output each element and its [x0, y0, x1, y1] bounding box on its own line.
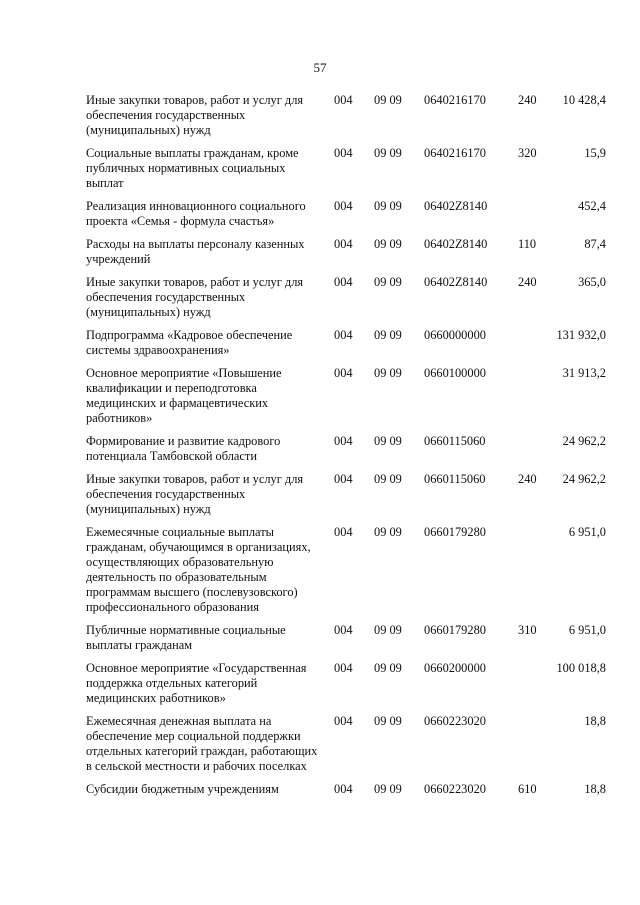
row-name: Иные закупки товаров, работ и услуг для обеспечения государственных (муниципальных) нужд [86, 93, 304, 137]
row-target-code: 0660179280 [424, 525, 486, 539]
row-target-code: 0640216170 [424, 146, 486, 160]
row-name: Иные закупки товаров, работ и услуг для обеспечения государственных (муниципальных) нужд [86, 472, 304, 516]
row-name: Публичные нормативные социальные выплаты гражданам [86, 623, 286, 652]
row-org-code: 004 [334, 328, 353, 342]
row-target-code: 06402Z8140 [424, 237, 488, 251]
row-section-code: 09 09 [374, 782, 402, 796]
table-row [86, 623, 606, 661]
row-target-code: 0660000000 [424, 328, 486, 342]
table-row [86, 199, 606, 237]
row-target-code: 0660115060 [424, 434, 486, 448]
row-expense-type [514, 525, 548, 623]
row-amount: 87,4 [584, 237, 606, 251]
row-section-code: 09 09 [374, 472, 402, 486]
row-name: Социальные выплаты гражданам, кроме публичных нормативных социальных выплат [86, 146, 299, 190]
row-name: Ежемесячные социальные выплаты гражданам, обучающимся в организациях, осуществляющих образовательную деятельность по образовательным программам высшего (послевузовского) профессионального образования [86, 525, 311, 614]
table-row [86, 661, 606, 714]
row-expense-type [514, 714, 548, 782]
row-org-code: 004 [334, 434, 353, 448]
row-amount: 6 951,0 [568, 623, 606, 637]
row-name: Формирование и развитие кадрового потенциала Тамбовской области [86, 434, 281, 463]
row-amount: 6 951,0 [568, 525, 606, 539]
row-org-code: 004 [334, 714, 353, 728]
row-amount: 452,4 [578, 199, 606, 213]
row-section-code: 09 09 [374, 328, 402, 342]
row-amount: 131 932,0 [556, 328, 606, 342]
row-section-code: 09 09 [374, 275, 402, 289]
row-expense-type [514, 199, 548, 237]
row-expense-type: 240 [518, 275, 537, 289]
table-row [86, 328, 606, 366]
row-amount: 365,0 [578, 275, 606, 289]
row-section-code: 09 09 [374, 146, 402, 160]
row-name: Иные закупки товаров, работ и услуг для обеспечения государственных (муниципальных) нужд [86, 275, 304, 319]
row-target-code: 0660100000 [424, 366, 486, 380]
row-expense-type [514, 366, 548, 434]
row-name: Основное мероприятие «Повышение квалификации и переподготовка медицинских и фармацевтических работников» [86, 366, 282, 425]
row-expense-type: 610 [518, 782, 537, 796]
row-target-code: 0660200000 [424, 661, 486, 675]
row-name: Расходы на выплаты персоналу казенных учреждений [86, 237, 305, 266]
row-target-code: 0660179280 [424, 623, 486, 637]
row-name: Субсидии бюджетным учреждениям [86, 782, 279, 796]
table-row [86, 146, 606, 199]
row-expense-type [514, 328, 548, 366]
row-target-code: 0660223020 [424, 782, 486, 796]
row-expense-type: 240 [518, 472, 537, 486]
row-name: Подпрограмма «Кадровое обеспечение системы здравоохранения» [86, 328, 293, 357]
table-row [86, 782, 606, 805]
budget-table [86, 93, 606, 805]
row-org-code: 004 [334, 199, 353, 213]
row-section-code: 09 09 [374, 366, 402, 380]
row-org-code: 004 [334, 146, 353, 160]
row-target-code: 06402Z8140 [424, 199, 488, 213]
row-section-code: 09 09 [374, 661, 402, 675]
row-target-code: 0640216170 [424, 93, 486, 107]
row-org-code: 004 [334, 472, 353, 486]
row-section-code: 09 09 [374, 714, 402, 728]
row-section-code: 09 09 [374, 623, 402, 637]
row-name: Ежемесячная денежная выплата на обеспечение мер социальной поддержки отдельных категорий граждан, работающих в сельской местности и рабочих поселках [86, 714, 318, 773]
row-amount: 24 962,2 [562, 472, 606, 486]
row-amount: 31 913,2 [562, 366, 606, 380]
row-section-code: 09 09 [374, 434, 402, 448]
row-org-code: 004 [334, 93, 353, 107]
row-name: Основное мероприятие «Государственная поддержка отдельных категорий медицинских работников» [86, 661, 307, 705]
row-target-code: 0660115060 [424, 472, 486, 486]
table-row [86, 93, 606, 146]
row-org-code: 004 [334, 525, 353, 539]
row-org-code: 004 [334, 366, 353, 380]
table-row [86, 472, 606, 525]
row-amount: 15,9 [584, 146, 606, 160]
row-expense-type: 240 [518, 93, 537, 107]
table-row [86, 434, 606, 472]
row-name: Реализация инновационного социального проекта «Семья - формула счастья» [86, 199, 306, 228]
row-expense-type: 320 [518, 146, 537, 160]
row-amount: 18,8 [584, 714, 606, 728]
table-row [86, 366, 606, 434]
row-org-code: 004 [334, 782, 353, 796]
table-row [86, 275, 606, 328]
table-row [86, 237, 606, 275]
row-org-code: 004 [334, 661, 353, 675]
row-section-code: 09 09 [374, 93, 402, 107]
row-amount: 18,8 [584, 782, 606, 796]
row-expense-type: 110 [518, 237, 537, 251]
row-target-code: 0660223020 [424, 714, 486, 728]
row-amount: 24 962,2 [562, 434, 606, 448]
row-section-code: 09 09 [374, 199, 402, 213]
row-org-code: 004 [334, 237, 353, 251]
table-row [86, 714, 606, 782]
row-expense-type [514, 661, 548, 714]
row-section-code: 09 09 [374, 525, 402, 539]
row-target-code: 06402Z8140 [424, 275, 488, 289]
page-number: 57 [313, 60, 327, 75]
row-org-code: 004 [334, 275, 353, 289]
row-amount: 10 428,4 [562, 93, 606, 107]
row-expense-type [514, 434, 548, 472]
row-expense-type: 310 [518, 623, 537, 637]
table-row [86, 525, 606, 623]
row-section-code: 09 09 [374, 237, 402, 251]
row-amount: 100 018,8 [556, 661, 606, 675]
row-org-code: 004 [334, 623, 353, 637]
